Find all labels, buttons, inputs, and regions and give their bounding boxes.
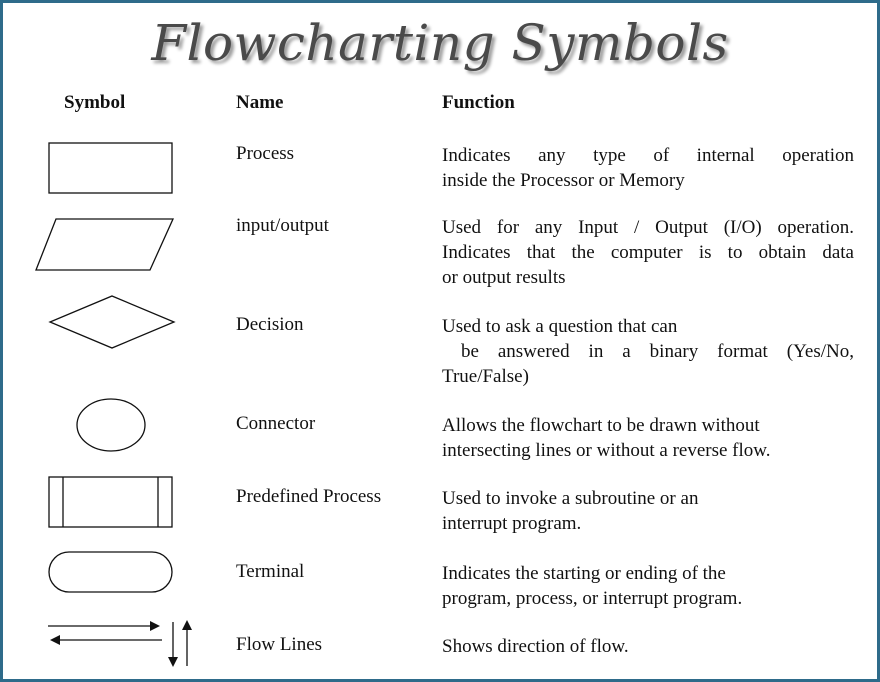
- row-function-connector: [442, 413, 854, 463]
- function-line: intersecting lines or without a reverse flow.: [442, 440, 771, 461]
- slide-title: Flowcharting Symbols: [151, 14, 729, 72]
- row-name-flow-lines: Flow Lines: [236, 634, 323, 655]
- function-line: Allows the flowchart to be drawn without: [442, 415, 760, 436]
- function-line: Indicates any type of internal operation: [442, 145, 854, 166]
- header-symbol: Symbol: [64, 92, 126, 113]
- process-rectangle-icon: [46, 140, 176, 196]
- row-name-decision: Decision: [236, 314, 304, 335]
- terminal-rounded-icon: [46, 549, 176, 595]
- diamond-icon: [46, 293, 178, 351]
- function-line: Used to invoke a subroutine or an: [442, 488, 699, 509]
- function-line: interrupt program.: [442, 513, 582, 534]
- row-function-predefined-process: [442, 486, 854, 536]
- header-function: Function: [442, 92, 515, 113]
- row-name-connector: Connector: [236, 413, 316, 434]
- row-function-decision: [442, 314, 854, 389]
- row-name-process: Process: [236, 143, 295, 164]
- function-line: Used for any Input / Output (I/O) operation.: [442, 217, 854, 238]
- function-line: or output results: [442, 267, 566, 288]
- function-line: be answered in a binary format (Yes/No,: [442, 341, 854, 362]
- row-function-input-output: [442, 215, 854, 290]
- row-function-process: [442, 143, 854, 193]
- row-name-input-output: input/output: [236, 215, 329, 236]
- function-line: Indicates that the computer is to obtain data: [442, 242, 854, 263]
- flow-arrows-icon: [44, 612, 194, 672]
- predefined-process-icon: [46, 474, 176, 530]
- function-line: Used to ask a question that can: [442, 316, 678, 337]
- row-function-terminal: [442, 561, 854, 611]
- function-line: Indicates the starting or ending of the: [442, 563, 726, 584]
- function-line: True/False): [442, 366, 529, 387]
- function-line: inside the Processor or Memory: [442, 170, 685, 191]
- circle-icon: [73, 396, 149, 456]
- row-name-predefined-process: Predefined Process: [236, 486, 382, 507]
- header-name: Name: [236, 92, 284, 113]
- function-line: Shows direction of flow.: [442, 636, 629, 657]
- parallelogram-icon: [33, 216, 177, 274]
- row-function-flow-lines: [442, 634, 854, 659]
- row-name-terminal: Terminal: [236, 561, 305, 582]
- function-line: program, process, or interrupt program.: [442, 588, 743, 609]
